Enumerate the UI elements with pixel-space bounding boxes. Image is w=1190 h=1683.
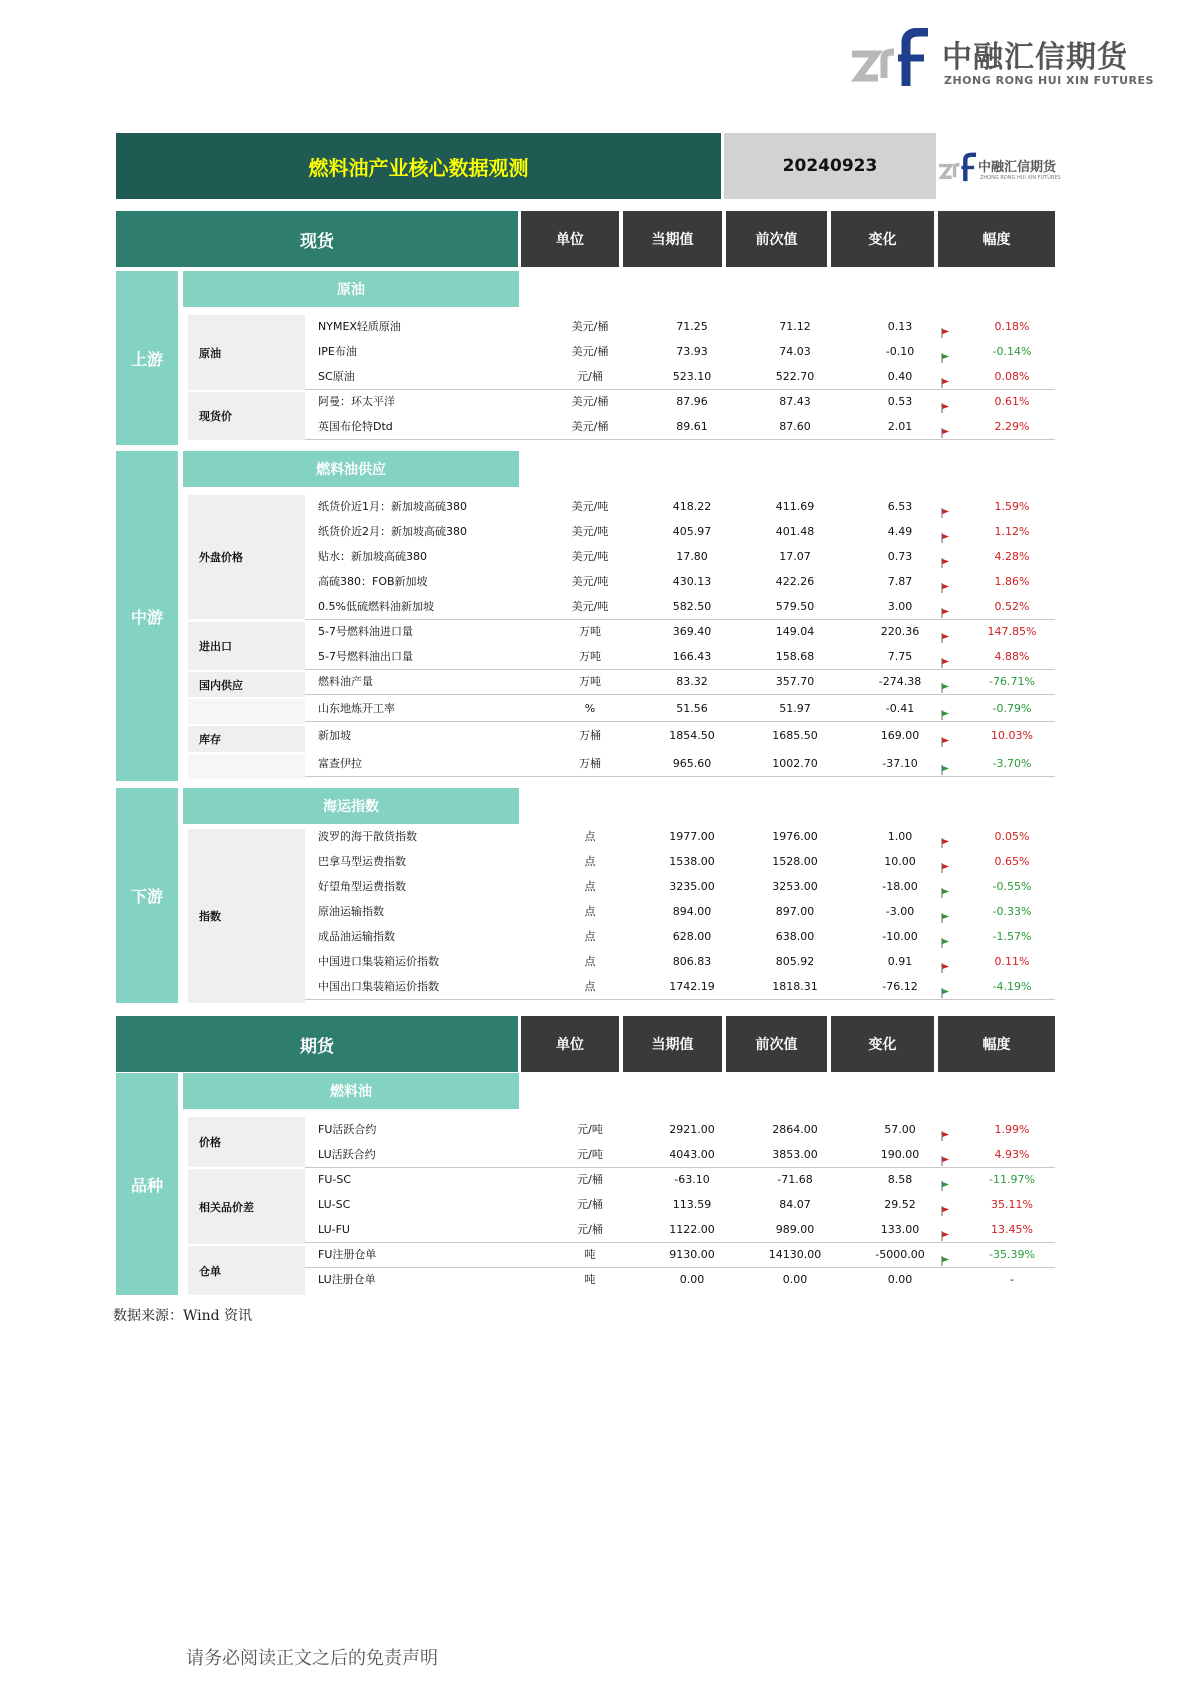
row-current: 430.13 [672, 575, 712, 588]
col-unit-header-2: 单位 [521, 1016, 619, 1072]
red-flag-icon [941, 1217, 955, 1242]
table-row [305, 751, 1055, 777]
green-flag-icon [941, 1167, 955, 1192]
row-previous: 158.68 [775, 650, 815, 663]
row-change: -274.38 [878, 675, 922, 688]
green-flag-icon [941, 339, 955, 364]
table-row [305, 494, 1055, 519]
row-change: 0.53 [887, 395, 913, 408]
side-upstream: 上游 [116, 271, 178, 445]
row-name: FU活跃合约 [318, 1123, 377, 1136]
row-previous: 17.07 [779, 550, 811, 563]
row-change: -3.00 [885, 905, 915, 918]
row-current: 0.00 [679, 1273, 705, 1286]
row-name: SC原油 [318, 370, 355, 383]
row-name: 巴拿马型运费指数 [318, 855, 406, 868]
group-spot-price: 现货价 [188, 392, 305, 440]
col-pct-header: 幅度 [938, 211, 1055, 267]
table-row [305, 544, 1055, 569]
row-unit: 万桶 [579, 757, 601, 770]
row-pct: 147.85% [987, 625, 1037, 638]
row-unit: 美元/桶 [571, 320, 609, 333]
green-flag-icon [941, 1242, 955, 1267]
row-pct: - [1010, 1273, 1014, 1286]
row-change: 57.00 [884, 1123, 916, 1136]
row-pct: -0.14% [992, 345, 1032, 358]
spot-header: 现货 [116, 211, 518, 267]
logo-chinese-name: 中融汇信期货 [942, 40, 1128, 75]
row-unit: 元/桶 [577, 1198, 603, 1211]
side-midstream: 中游 [116, 451, 178, 781]
row-unit: 元/桶 [577, 1223, 603, 1236]
red-flag-icon [941, 594, 955, 619]
table-row [305, 1217, 1055, 1243]
row-name: 英国布伦特Dtd [318, 420, 393, 433]
row-pct: 4.93% [994, 1148, 1030, 1161]
row-change: 2.01 [887, 420, 913, 433]
table-row [305, 594, 1055, 620]
row-name: 5-7号燃料油出口量 [318, 650, 413, 663]
row-name: 成品油运输指数 [318, 930, 395, 943]
row-pct: 0.52% [994, 600, 1030, 613]
row-unit: 万吨 [579, 650, 601, 663]
row-unit: 点 [584, 855, 596, 868]
table-row [305, 974, 1055, 1000]
row-unit: 美元/吨 [571, 500, 609, 513]
table-row [305, 849, 1055, 874]
company-logo [850, 28, 1154, 90]
row-previous: 805.92 [775, 955, 815, 968]
row-change: 29.52 [884, 1198, 916, 1211]
table-row [305, 389, 1055, 414]
table-row [305, 949, 1055, 974]
row-pct: 35.11% [991, 1198, 1033, 1211]
row-current: 9130.00 [669, 1248, 715, 1261]
row-pct: 0.05% [994, 830, 1030, 843]
row-current: 628.00 [672, 930, 712, 943]
logo-english-name: ZHONG RONG HUI XIN FUTURES [944, 74, 1154, 87]
mini-logo-en: ZHONG RONG HUI XIN FUTURES [980, 175, 1061, 181]
row-name: 山东地炼开工率 [318, 702, 395, 715]
col-unit-header: 单位 [521, 211, 619, 267]
green-flag-icon [941, 751, 955, 776]
row-current: 582.50 [672, 600, 712, 613]
red-flag-icon [941, 314, 955, 339]
row-previous: 401.48 [775, 525, 815, 538]
group-import-export: 进出口 [188, 622, 305, 670]
row-previous: 14130.00 [768, 1248, 822, 1261]
zrf-logo-icon [850, 28, 932, 90]
row-change: 0.40 [887, 370, 913, 383]
row-change: 190.00 [880, 1148, 920, 1161]
row-previous: 522.70 [775, 370, 815, 383]
table-row [305, 644, 1055, 670]
green-flag-icon [941, 669, 955, 694]
row-change: 7.87 [887, 575, 913, 588]
row-unit: % [584, 702, 596, 715]
row-change: -18.00 [882, 880, 918, 893]
row-current: 3235.00 [669, 880, 715, 893]
row-pct: 1.12% [994, 525, 1030, 538]
row-previous: 897.00 [775, 905, 815, 918]
row-current: 73.93 [676, 345, 708, 358]
col-current-header-2: 当期值 [623, 1016, 722, 1072]
row-current: 1122.00 [669, 1223, 715, 1236]
row-previous: 87.43 [779, 395, 811, 408]
row-unit: 点 [584, 980, 596, 993]
red-flag-icon [941, 1142, 955, 1167]
row-current: 89.61 [676, 420, 708, 433]
row-pct: 1.59% [994, 500, 1030, 513]
sub-supply: 燃料油供应 [183, 451, 519, 487]
row-pct: -0.55% [992, 880, 1032, 893]
row-unit: 美元/吨 [571, 600, 609, 613]
row-current: 87.96 [676, 395, 708, 408]
row-current: 965.60 [672, 757, 712, 770]
table-row [305, 414, 1055, 440]
row-unit: 元/吨 [577, 1123, 603, 1136]
row-pct: 1.86% [994, 575, 1030, 588]
row-name: 0.5%低硫燃料油新加坡 [318, 600, 434, 613]
col-pct-header-2: 幅度 [938, 1016, 1055, 1072]
row-previous: 51.97 [779, 702, 811, 715]
group-inventory-blank [188, 754, 305, 779]
row-pct: 0.11% [994, 955, 1030, 968]
red-flag-icon [941, 519, 955, 544]
row-change: 0.91 [887, 955, 913, 968]
row-change: 7.75 [887, 650, 913, 663]
row-name: IPE布油 [318, 345, 357, 358]
row-name: 波罗的海干散货指数 [318, 830, 417, 843]
green-flag-icon [941, 974, 955, 999]
row-previous: 989.00 [775, 1223, 815, 1236]
zrf-mini-icon [938, 148, 978, 188]
row-unit: 美元/吨 [571, 550, 609, 563]
row-name: 好望角型运费指数 [318, 880, 406, 893]
table-row [305, 669, 1055, 695]
row-current: 1977.00 [669, 830, 715, 843]
side-variety: 品种 [116, 1073, 178, 1295]
row-current: 1854.50 [669, 729, 715, 742]
row-change: 133.00 [880, 1223, 920, 1236]
row-previous: 1528.00 [772, 855, 818, 868]
row-unit: 点 [584, 880, 596, 893]
row-change: -76.12 [882, 980, 918, 993]
row-current: 17.80 [676, 550, 708, 563]
row-name: LU活跃合约 [318, 1148, 376, 1161]
row-pct: 0.61% [994, 395, 1030, 408]
col-previous-header-2: 前次值 [726, 1016, 827, 1072]
row-pct: -1.57% [992, 930, 1032, 943]
group-price: 价格 [188, 1117, 305, 1167]
row-current: 418.22 [672, 500, 712, 513]
row-pct: -4.19% [992, 980, 1032, 993]
red-flag-icon [941, 619, 955, 644]
group-warehouse: 仓单 [188, 1246, 305, 1295]
row-change: 8.58 [887, 1173, 913, 1186]
row-previous: 0.00 [782, 1273, 808, 1286]
row-change: 1.00 [887, 830, 913, 843]
row-name: 中国进口集装箱运价指数 [318, 955, 439, 968]
row-name: LU注册仓单 [318, 1273, 376, 1286]
row-current: 1742.19 [669, 980, 715, 993]
row-current: 894.00 [672, 905, 712, 918]
row-pct: -0.79% [992, 702, 1032, 715]
group-inventory: 库存 [188, 726, 305, 752]
red-flag-icon [941, 364, 955, 389]
red-flag-icon [941, 389, 955, 414]
table-row [305, 723, 1055, 748]
row-change: 10.00 [884, 855, 916, 868]
row-change: 220.36 [880, 625, 920, 638]
row-name: 阿曼：环太平洋 [318, 395, 395, 408]
red-flag-icon [941, 824, 955, 849]
row-previous: 87.60 [779, 420, 811, 433]
row-name: 燃料油产量 [318, 675, 373, 688]
green-flag-icon [941, 696, 955, 721]
row-pct: 0.65% [994, 855, 1030, 868]
row-name: 新加坡 [318, 729, 351, 742]
row-pct: 13.45% [991, 1223, 1033, 1236]
row-unit: 美元/桶 [571, 395, 609, 408]
row-unit: 元/桶 [577, 370, 603, 383]
row-previous: 411.69 [775, 500, 815, 513]
row-current: 51.56 [676, 702, 708, 715]
row-change: -10.00 [882, 930, 918, 943]
row-previous: 149.04 [775, 625, 815, 638]
disclaimer-footer: 请务必阅读正文之后的免责声明 [186, 1648, 438, 1669]
row-name: LU-SC [318, 1198, 351, 1211]
row-previous: 84.07 [779, 1198, 811, 1211]
red-flag-icon [941, 414, 955, 439]
row-current: 369.40 [672, 625, 712, 638]
row-pct: 0.18% [994, 320, 1030, 333]
red-flag-icon [941, 494, 955, 519]
table-row [305, 314, 1055, 339]
row-change: 169.00 [880, 729, 920, 742]
row-previous: 3253.00 [772, 880, 818, 893]
row-previous: -71.68 [777, 1173, 813, 1186]
row-name: 原油运输指数 [318, 905, 384, 918]
row-current: 1538.00 [669, 855, 715, 868]
mini-logo-cn: 中融汇信期货 [978, 160, 1057, 175]
row-pct: -76.71% [989, 675, 1035, 688]
table-row [305, 1142, 1055, 1168]
row-unit: 美元/吨 [571, 525, 609, 538]
row-current: 166.43 [672, 650, 712, 663]
row-current: 83.32 [676, 675, 708, 688]
green-flag-icon [941, 874, 955, 899]
row-previous: 1002.70 [772, 757, 818, 770]
row-pct: 10.03% [991, 729, 1033, 742]
red-flag-icon [941, 723, 955, 748]
row-pct: 2.29% [994, 420, 1030, 433]
row-name: 富查伊拉 [318, 757, 362, 770]
row-change: -0.10 [885, 345, 915, 358]
col-change-header: 变化 [831, 211, 934, 267]
row-current: 4043.00 [669, 1148, 715, 1161]
row-previous: 1818.31 [772, 980, 818, 993]
row-name: 纸货价近1月：新加坡高硫380 [318, 500, 467, 513]
table-row [305, 519, 1055, 544]
table-row [305, 364, 1055, 390]
red-flag-icon [941, 544, 955, 569]
red-flag-icon [941, 1117, 955, 1142]
table-row [305, 1267, 1055, 1292]
red-flag-icon [941, 644, 955, 669]
table-row [305, 569, 1055, 594]
row-name: 纸货价近2月：新加坡高硫380 [318, 525, 467, 538]
group-external-price: 外盘价格 [188, 495, 305, 619]
table-row [305, 1167, 1055, 1192]
row-change: 0.73 [887, 550, 913, 563]
row-previous: 579.50 [775, 600, 815, 613]
table-row [305, 874, 1055, 899]
sub-shipping: 海运指数 [183, 788, 519, 824]
sub-crude: 原油 [183, 271, 519, 307]
green-flag-icon [941, 899, 955, 924]
table-row [305, 1117, 1055, 1142]
table-row [305, 1192, 1055, 1217]
row-name: FU-SC [318, 1173, 352, 1186]
row-current: 2921.00 [669, 1123, 715, 1136]
group-crude: 原油 [188, 315, 305, 390]
row-name: 5-7号燃料油进口量 [318, 625, 413, 638]
row-unit: 点 [584, 955, 596, 968]
row-current: -63.10 [674, 1173, 710, 1186]
row-change: 0.13 [887, 320, 913, 333]
row-unit: 万桶 [579, 729, 601, 742]
row-previous: 1976.00 [772, 830, 818, 843]
row-unit: 点 [584, 830, 596, 843]
red-flag-icon [941, 569, 955, 594]
row-previous: 74.03 [779, 345, 811, 358]
row-unit: 美元/桶 [571, 345, 609, 358]
mini-logo [938, 148, 1061, 190]
row-unit: 美元/桶 [571, 420, 609, 433]
report-date: 20240923 [724, 133, 936, 199]
report-title: 燃料油产业核心数据观测 [116, 133, 721, 199]
row-current: 71.25 [676, 320, 708, 333]
row-current: 113.59 [672, 1198, 712, 1211]
row-change: -37.10 [882, 757, 918, 770]
row-previous: 638.00 [775, 930, 815, 943]
row-change: 6.53 [887, 500, 913, 513]
row-unit: 点 [584, 930, 596, 943]
row-pct: 1.99% [994, 1123, 1030, 1136]
table-row [305, 619, 1055, 644]
row-pct: 4.88% [994, 650, 1030, 663]
row-change: -5000.00 [875, 1248, 925, 1261]
col-previous-header: 前次值 [726, 211, 827, 267]
row-previous: 1685.50 [772, 729, 818, 742]
row-previous: 71.12 [779, 320, 811, 333]
row-unit: 美元/吨 [571, 575, 609, 588]
red-flag-icon [941, 949, 955, 974]
table-row [305, 696, 1055, 722]
row-pct: -11.97% [989, 1173, 1035, 1186]
data-source-note: 数据来源：Wind 资讯 [113, 1308, 253, 1324]
row-unit: 万吨 [579, 625, 601, 638]
row-change: 0.00 [887, 1273, 913, 1286]
row-change: 4.49 [887, 525, 913, 538]
row-unit: 万吨 [579, 675, 601, 688]
table-row [305, 899, 1055, 924]
row-previous: 3853.00 [772, 1148, 818, 1161]
group-index: 指数 [188, 829, 305, 1003]
row-current: 405.97 [672, 525, 712, 538]
row-name: 高硫380：FOB新加坡 [318, 575, 428, 588]
red-flag-icon [941, 1192, 955, 1217]
row-name: 贴水：新加坡高硫380 [318, 550, 427, 563]
row-current: 523.10 [672, 370, 712, 383]
row-unit: 元/桶 [577, 1173, 603, 1186]
col-current-header: 当期值 [623, 211, 722, 267]
green-flag-icon [941, 924, 955, 949]
row-unit: 元/吨 [577, 1148, 603, 1161]
group-domestic-blank [188, 699, 305, 724]
row-pct: 4.28% [994, 550, 1030, 563]
row-pct: 0.08% [994, 370, 1030, 383]
row-current: 806.83 [672, 955, 712, 968]
row-name: FU注册仓单 [318, 1248, 377, 1261]
table-row [305, 824, 1055, 849]
table-row [305, 1242, 1055, 1268]
group-domestic-supply: 国内供应 [188, 672, 305, 697]
row-unit: 吨 [584, 1273, 596, 1286]
row-change: 3.00 [887, 600, 913, 613]
table-row [305, 339, 1055, 364]
col-change-header-2: 变化 [831, 1016, 934, 1072]
row-change: -0.41 [885, 702, 915, 715]
side-downstream: 下游 [116, 788, 178, 1003]
row-previous: 422.26 [775, 575, 815, 588]
row-previous: 2864.00 [772, 1123, 818, 1136]
row-previous: 357.70 [775, 675, 815, 688]
row-unit: 点 [584, 905, 596, 918]
row-name: LU-FU [318, 1223, 350, 1236]
sub-fuel: 燃料油 [183, 1073, 519, 1109]
group-spread: 相关品价差 [188, 1169, 305, 1244]
row-unit: 吨 [584, 1248, 596, 1261]
row-name: 中国出口集装箱运价指数 [318, 980, 439, 993]
futures-header: 期货 [116, 1016, 518, 1072]
row-pct: -35.39% [989, 1248, 1035, 1261]
red-flag-icon [941, 849, 955, 874]
row-name: NYMEX轻质原油 [318, 320, 401, 333]
row-pct: -0.33% [992, 905, 1032, 918]
row-pct: -3.70% [992, 757, 1032, 770]
table-row [305, 924, 1055, 949]
